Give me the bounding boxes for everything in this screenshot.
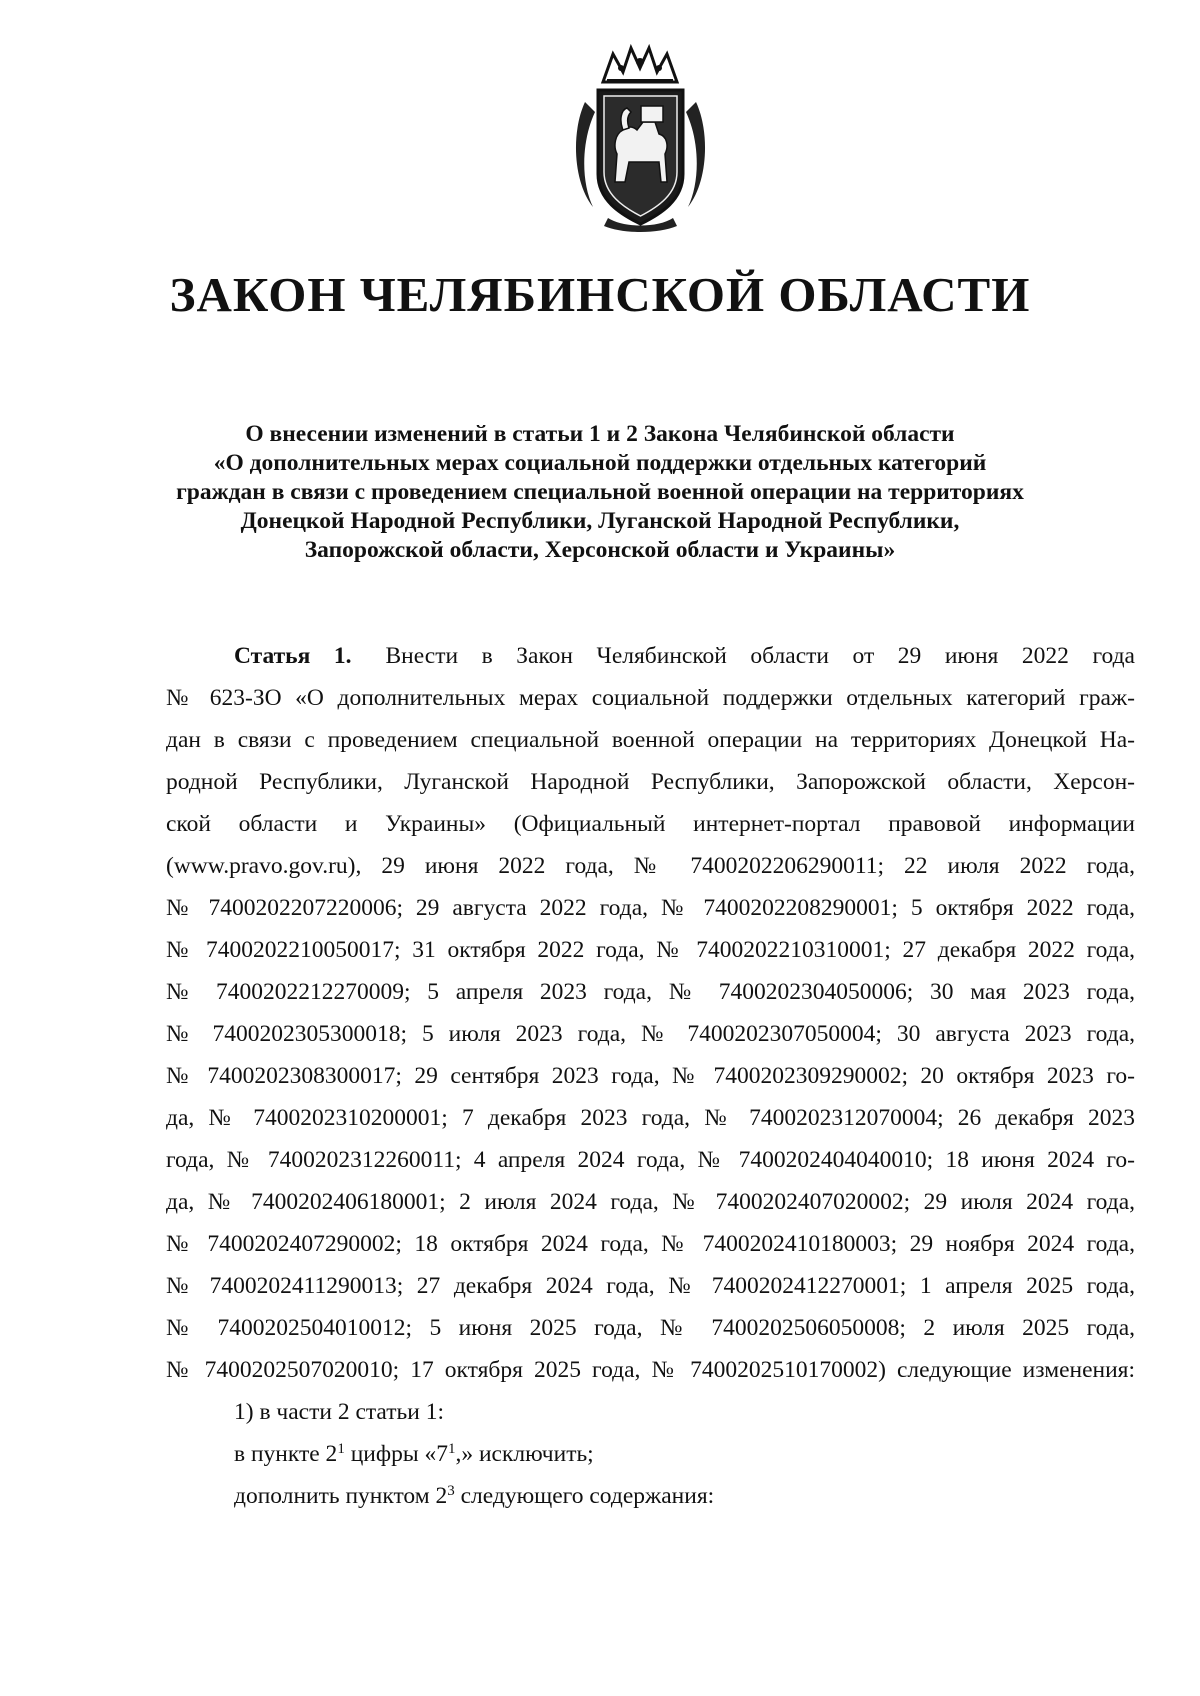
list-item-2 xyxy=(166,1433,1135,1475)
body-line: № 7400202504010012; 5 июня 2025 года, № 7400202506050008; 2 июля 2025 года, xyxy=(166,1315,1135,1341)
list-item-1: 1) в части 2 статьи 1: xyxy=(234,1399,444,1425)
list-item-3 xyxy=(166,1475,1135,1517)
body-line: № 7400202210050017; 31 октября 2022 года, № 7400202210310001; 27 декабря 2022 года, xyxy=(166,937,1135,963)
article-1-label: Статья 1. xyxy=(234,643,352,669)
law-body xyxy=(166,635,1135,1517)
body-line: № 7400202212270009; 5 апреля 2023 года, № 7400202304050006; 30 мая 2023 года, xyxy=(166,979,1135,1005)
coat-of-arms-emblem xyxy=(563,42,718,232)
subtitle-line: «О дополнительных мерах социальной поддержки отдельных категорий xyxy=(213,450,987,476)
body-line: ской области и Украины» (Официальный интернет-портал правовой информации xyxy=(166,811,1135,837)
law-title: ЗАКОН ЧЕЛЯБИНСКОЙ ОБЛАСТИ xyxy=(169,267,1031,322)
article-1-first-line xyxy=(166,635,1135,677)
subtitle-line: граждан в связи с проведением специальной военной операции на территориях xyxy=(176,479,1024,505)
body-line: № 7400202207220006; 29 августа 2022 года, № 7400202208290001; 5 октября 2022 года, xyxy=(166,895,1135,921)
item-text: ,» исключить; xyxy=(455,1441,594,1467)
body-line: дан в связи с проведением специальной военной операции на территориях Донецкой На- xyxy=(166,727,1135,753)
superscript: 1 xyxy=(447,1441,456,1457)
subtitle-line: Донецкой Народной Республики, Луганской Народной Республики, xyxy=(240,508,960,534)
body-line: № 7400202411290013; 27 декабря 2024 года, № 7400202412270001; 1 апреля 2025 года, xyxy=(166,1273,1135,1299)
item-text: в пункте 2 xyxy=(234,1441,338,1467)
body-line: (www.pravo.gov.ru), 29 июня 2022 года, № 7400202206290011; 22 июля 2022 года, xyxy=(166,853,1135,879)
item-text: цифры «7 xyxy=(344,1441,448,1467)
body-line: № 7400202305300018; 5 июля 2023 года, № 7400202307050004; 30 августа 2023 года, xyxy=(166,1021,1135,1047)
body-line: № 7400202407290002; 18 октября 2024 года, № 7400202410180003; 29 ноября 2024 года, xyxy=(166,1231,1135,1257)
body-line: № 7400202308300017; 29 сентября 2023 года, № 7400202309290002; 20 октября 2023 го- xyxy=(166,1063,1135,1089)
item-text: следующего содержания: xyxy=(454,1483,715,1509)
body-line: да, № 7400202310200001; 7 декабря 2023 года, № 7400202312070004; 26 декабря 2023 xyxy=(166,1105,1135,1131)
article-1-text: Внести в Закон Челябинской области от 29 июня 2022 года xyxy=(385,643,1135,669)
body-line: № 7400202507020010; 17 октября 2025 года, № 7400202510170002) следующие изменения: xyxy=(166,1357,1135,1383)
subtitle-line: О внесении изменений в статьи 1 и 2 Закона Челябинской области xyxy=(245,421,955,447)
body-line: да, № 7400202406180001; 2 июля 2024 года, № 7400202407020002; 29 июля 2024 года, xyxy=(166,1189,1135,1215)
subtitle-line: Запорожской области, Херсонской области и Украины» xyxy=(304,537,896,563)
superscript: 1 xyxy=(337,1441,345,1457)
body-line: № 623-ЗО «О дополнительных мерах социальной поддержки отдельных категорий граж- xyxy=(166,685,1135,711)
law-subtitle xyxy=(130,420,1070,565)
body-line: родной Республики, Луганской Народной Республики, Запорожской области, Херсон- xyxy=(166,769,1135,795)
item-text: дополнить пунктом 2 xyxy=(234,1483,448,1509)
body-line: года, № 7400202312260011; 4 апреля 2024 года, № 7400202404040010; 18 июня 2024 го- xyxy=(166,1147,1135,1173)
superscript: 3 xyxy=(447,1483,455,1499)
